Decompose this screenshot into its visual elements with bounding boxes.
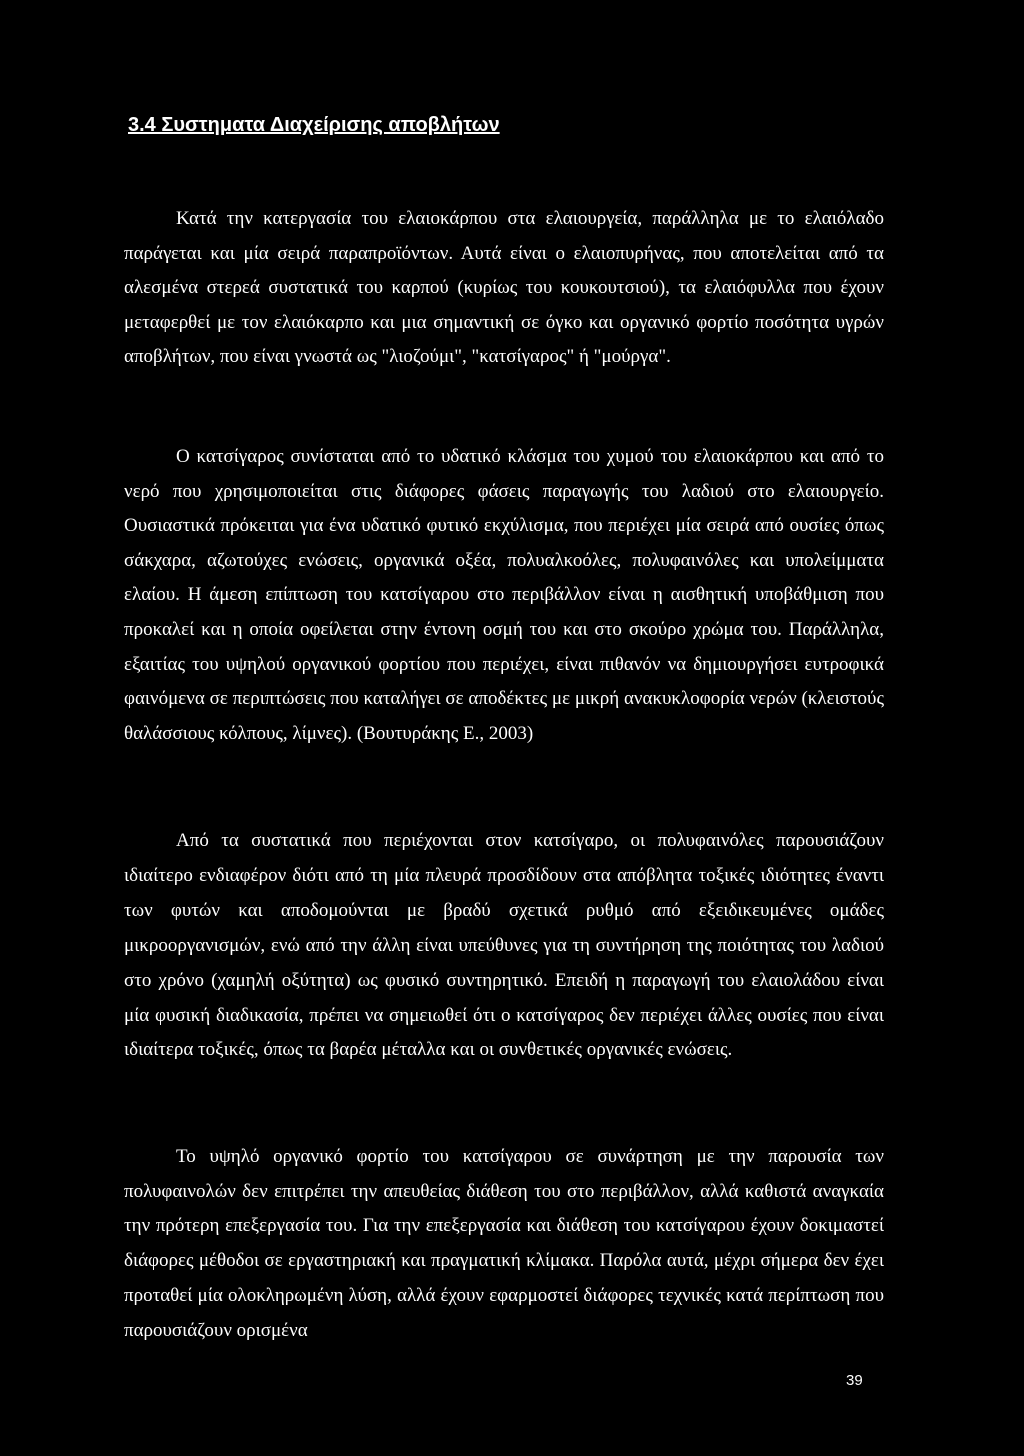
page-number: 39 — [846, 1372, 863, 1389]
paragraph-treatment: Το υψηλό οργανικό φορτίο του κατσίγαρου σε συνάρτηση με την παρουσία των πολυφαινολών δεν επιτρέπει την απευθείας διάθεση του στο περιβάλλον, αλλά καθιστά αναγκαία την πρότερη επεξεργασία του. Για την επεξεργασία και διάθεση του κατσίγαρου έχουν δοκιμαστεί διάφορες μέθοδοι σε εργαστηριακή και πραγματική κλίμακα. Παρόλα αυτά, μέχρι σήμερα δεν έχει προταθεί μία ολοκληρωμένη λύση, αλλά έχουν εφαρμοστεί διάφορες τεχνικές κατά περίπτωση που παρουσιάζουν ορισμένα — [124, 1146, 884, 1341]
paragraph-byproducts: Κατά την κατεργασία του ελαιοκάρπου στα ελαιουργεία, παράλληλα με το ελαιόλαδο παράγεται και μία σειρά παραπροϊόντων. Αυτά είναι ο ελαιοπυρήνας, που αποτελείται από τα αλεσμένα στερεά συστατικά του καρπού (κυρίως του κουκουτσιού), τα ελαιόφυλλα που έχουν μεταφερθεί με τον ελαιόκαρπο και μια σημαντική σε όγκο και οργανικό φορτίο ποσότητα υγρών αποβλήτων, που είναι γνωστά ως "λιοζούμι", "κατσίγαρος" ή "μούργα". — [124, 208, 884, 367]
paragraph-polyphenols: Από τα συστατικά που περιέχονται στον κατσίγαρο, οι πολυφαινόλες παρουσιάζουν ιδιαίτερο ενδιαφέρον διότι από τη μία πλευρά προσδίδουν στα απόβλητα τοξικές ιδιότητες έναντι των φυτών και αποδομούνται με βραδύ σχετικά ρυθμό από εξειδικευμένες ομάδες μικροοργανισμών, ενώ από την άλλη είναι υπεύθυνες για τη συντήρηση της ποιότητας του λαδιού στο χρόνο (χαμηλή οξύτητα) ως φυσικό συντηρητικό. Επειδή η παραγωγή του ελαιολάδου είναι μία φυσική διαδικασία, πρέπει να σημειωθεί ότι ο κατσίγαρος δεν περιέχει άλλες ουσίες που είναι ιδιαίτερα τοξικές, όπως τα βαρέα μέταλλα και οι συνθετικές οργανικές ενώσεις. — [124, 830, 884, 1061]
paragraph-katsigaros-composition: Ο κατσίγαρος συνίσταται από το υδατικό κλάσμα του χυμού του ελαιοκάρπου και από το νερό που χρησιμοποιείται στις διάφορες φάσεις παραγωγής του λαδιού στο ελαιουργείο. Ουσιαστικά πρόκειται για ένα υδατικό φυτικό εκχύλισμα, που περιέχει μία σειρά από ουσίες όπως σάκχαρα, αζωτούχες ενώσεις, οργανικά οξέα, πολυαλκοόλες, πολυφαινόλες και υπολείμματα ελαίου. Η άμεση επίπτωση του κατσίγαρου στο περιβάλλον είναι η αισθητική υποβάθμιση που προκαλεί και η οποία οφείλεται στην έντονη οσμή του και στο σκούρο χρώμα του. Παράλληλα, εξαιτίας του υψηλού οργανικού φορτίου που περιέχει, είναι πιθανόν να δημιουργήσει ευτροφικά φαινόμενα σε περιπτώσεις που καταλήγει σε αποδέκτες με μικρή ανακυκλοφορία νερών (κλειστούς θαλάσσιους κόλπους, λίμνες). (Βουτυράκης Ε., 2003) — [124, 446, 884, 744]
section-heading: 3.4 Συστηματα Διαχείρισης αποβλήτων — [128, 114, 500, 136]
